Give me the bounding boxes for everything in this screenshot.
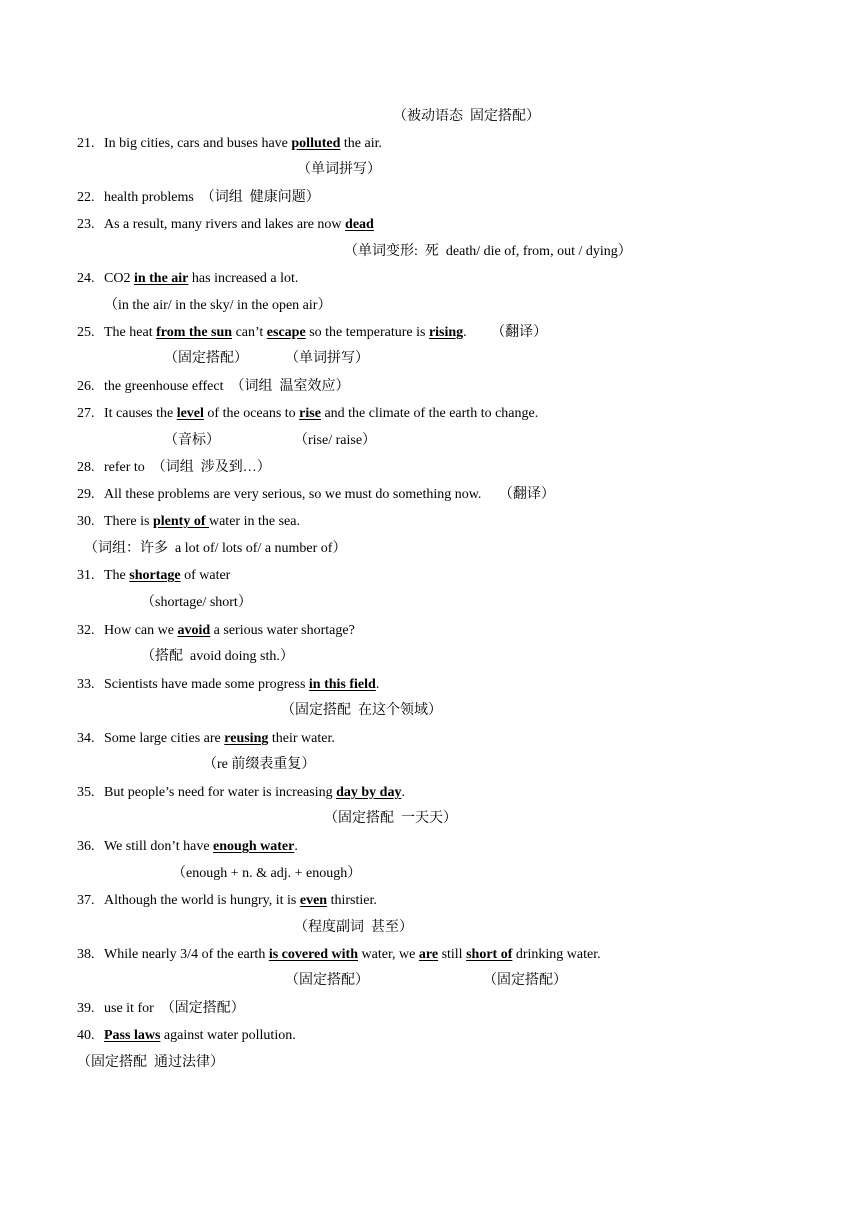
key-phrase: dead: [345, 217, 374, 232]
item-30: [77, 513, 300, 531]
key-phrase: enough water: [213, 839, 295, 854]
item-text: .: [294, 839, 298, 854]
item-text: against water pollution.: [160, 1028, 296, 1043]
key-phrase: avoid: [177, 623, 211, 638]
item-number: 23.: [77, 217, 95, 232]
key-phrase: shortage: [129, 568, 181, 583]
item-number: 38.: [77, 947, 95, 962]
item-text: and the climate of the earth to change.: [320, 406, 539, 421]
item-21: [77, 135, 382, 153]
item-37: [77, 892, 377, 910]
note-30: （词组：许多 a lot of/ lots of/ a number of）: [84, 541, 347, 556]
item-text: All these problems are very serious, so we must do something now. （翻译）: [104, 487, 555, 502]
key-phrase: polluted: [291, 136, 341, 151]
key-phrase: day by day: [336, 785, 402, 800]
note-25b: （单词拼写）: [285, 351, 369, 366]
note-25a: （固定搭配）: [164, 351, 248, 366]
key-phrase: short of: [466, 947, 513, 962]
item-text: CO2: [104, 271, 134, 286]
item-number: 32.: [77, 623, 95, 638]
item-25: [77, 324, 547, 342]
item-text: so the temperature is: [305, 325, 429, 340]
item-36: [77, 838, 298, 856]
item-39: [77, 1000, 245, 1018]
item-text: In big cities, cars and buses have: [104, 136, 292, 151]
item-text: The heat: [104, 325, 157, 340]
note-31: （shortage/ short）: [141, 595, 252, 610]
item-29: [77, 486, 555, 504]
note-32: （搭配 avoid doing sth.）: [141, 649, 294, 664]
item-number: 30.: [77, 514, 95, 529]
item-text: How can we: [104, 623, 178, 638]
item-text: has increased a lot.: [188, 271, 299, 286]
item-number: 37.: [77, 893, 95, 908]
item-31: [77, 567, 230, 585]
item-number: 28.: [77, 460, 95, 475]
item-text: .: [401, 785, 405, 800]
item-text: a serious water shortage?: [210, 623, 355, 638]
item-34: [77, 730, 335, 748]
item-text: As a result, many rivers and lakes are now: [104, 217, 346, 232]
item-28: [77, 459, 271, 477]
note-35: （固定搭配 一天天）: [324, 811, 457, 826]
top-note: （被动语态 固定搭配）: [393, 109, 540, 124]
item-number: 35.: [77, 785, 95, 800]
key-phrase: reusing: [224, 731, 269, 746]
item-number: 39.: [77, 1001, 95, 1016]
item-text: their water.: [268, 731, 335, 746]
item-text: the air.: [340, 136, 383, 151]
item-text: Scientists have made some progress: [104, 677, 309, 692]
note-24: （in the air/ in the sky/ in the open air）: [104, 298, 332, 313]
item-33: [77, 676, 379, 694]
note-36: （enough + n. & adj. + enough）: [172, 866, 362, 881]
item-24: [77, 270, 298, 288]
item-text: water in the sea.: [208, 514, 300, 529]
key-phrase: Pass laws: [104, 1028, 161, 1043]
item-text: There is: [104, 514, 153, 529]
note-33: （固定搭配 在这个领域）: [281, 703, 442, 718]
note-38a: （固定搭配）: [285, 973, 369, 988]
note-38b: （固定搭配）: [483, 973, 567, 988]
item-text: the greenhouse effect （词组 温室效应）: [104, 379, 350, 394]
item-text: But people’s need for water is increasing: [104, 785, 337, 800]
item-number: 24.: [77, 271, 95, 286]
item-22: [77, 189, 320, 207]
item-40: [77, 1027, 296, 1045]
item-text: health problems （词组 健康问题）: [104, 190, 320, 205]
item-text: .: [375, 677, 380, 692]
item-text: It causes the: [104, 406, 177, 421]
key-phrase: level: [176, 406, 204, 421]
note-37: （程度副词 甚至）: [294, 920, 413, 935]
item-number: 29.: [77, 487, 95, 502]
item-35: [77, 784, 405, 802]
item-number: 31.: [77, 568, 95, 583]
item-text: While nearly 3/4 of the earth: [104, 947, 269, 962]
note-40: （固定搭配 通过法律）: [77, 1055, 224, 1070]
note-21: （单词拼写）: [297, 162, 381, 177]
note-34: （re 前缀表重复）: [203, 757, 316, 772]
item-text: thirstier.: [327, 893, 377, 908]
item-text: We still don’t have: [104, 839, 214, 854]
note-23: （单词变形: 死 death/ die of, from, out / dying）: [344, 244, 632, 259]
key-phrase: plenty of: [152, 514, 209, 529]
key-phrase: rise: [299, 406, 321, 421]
item-text: . （翻译）: [463, 325, 548, 340]
note-27b: （rise/ raise）: [294, 433, 377, 448]
key-phrase: is covered with: [268, 947, 359, 962]
item-text: Some large cities are: [104, 731, 225, 746]
item-text: Although the world is hungry, it is: [104, 893, 300, 908]
item-text: still: [438, 947, 467, 962]
item-text: The: [104, 568, 130, 583]
key-phrase: rising: [428, 325, 464, 340]
item-text: of the oceans to: [203, 406, 300, 421]
key-phrase: escape: [266, 325, 306, 340]
key-phrase: from the sun: [156, 325, 233, 340]
item-26: [77, 378, 349, 396]
item-number: 27.: [77, 406, 95, 421]
item-27: [77, 405, 538, 423]
item-text: can’t: [232, 325, 267, 340]
item-number: 33.: [77, 677, 95, 692]
key-phrase: in the air: [133, 271, 189, 286]
item-number: 26.: [77, 379, 95, 394]
item-number: 36.: [77, 839, 95, 854]
item-32: [77, 622, 355, 640]
item-number: 25.: [77, 325, 95, 340]
item-text: water, we: [358, 947, 419, 962]
item-number: 40.: [77, 1028, 95, 1043]
item-text: drinking water.: [512, 947, 601, 962]
note-27a: （音标）: [164, 433, 220, 448]
item-text: use it for （固定搭配）: [104, 1001, 245, 1016]
item-23: [77, 216, 374, 234]
item-number: 22.: [77, 190, 95, 205]
key-phrase: in this field: [308, 677, 376, 692]
item-number: 21.: [77, 136, 95, 151]
item-number: 34.: [77, 731, 95, 746]
key-phrase: even: [299, 893, 328, 908]
key-phrase: are: [418, 947, 439, 962]
item-text: refer to （词组 涉及到…）: [104, 460, 271, 475]
item-text: of water: [180, 568, 231, 583]
item-38: [77, 946, 601, 964]
